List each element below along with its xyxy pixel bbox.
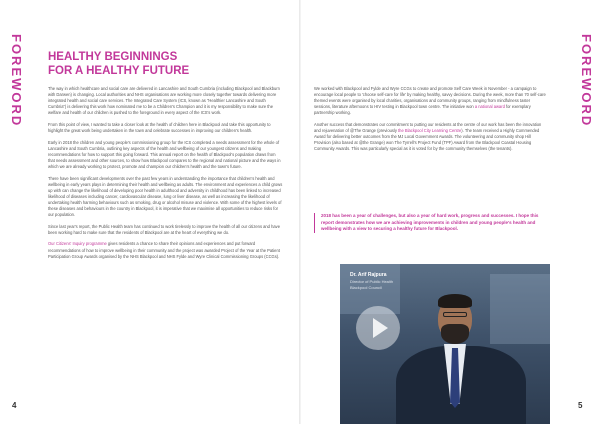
learning-centre-link[interactable]: the Blackpool City Learning Centre xyxy=(398,128,462,134)
paragraph xyxy=(48,241,283,259)
paragraph-text: ). The team received a Highly Commended Award for delivering better outcomes from the MJ Local Government Awards. The volunteering and community shop Hill Provision (also based at @the Grange) won The Tyrrell's Project Fund (TPF) Award from the Blackpool Coastal Housing Community Awards. This was particularly special as it is voted for by the community themselves (the tenants). xyxy=(314,128,540,152)
page-number-left: 4 xyxy=(12,401,17,410)
paragraph: The way in which healthcare and social care are delivered in Lancashire and South Cumbria (including Blackpool and Blackburn with Darwen) is changing. Local authorities and NHS organisations are working more closely together towards delivering more integrated health and social care services. The Integrated Care System (ICS, known as "Healthier Lancashire and South Cumbria") is delivering this work how nominated me to be a Children's Champion and it is my responsibility to make sure the welfare and health of our children is pushed to the foreground in every aspect of the ICS's work. xyxy=(48,86,280,116)
paragraph xyxy=(314,86,546,116)
portrait-glasses xyxy=(443,312,467,317)
portrait-beard xyxy=(441,324,469,344)
right-column xyxy=(314,86,546,158)
paragraph-text: We worked with Blackpool and Fylde and Wyre CCGs to create and promote Self Care Week in November - a campaign to encourage local people to 'choose self-care for life' by making healthy, savvy decisions. During the week, more than 70 self-care themed events were organised by local charities, organisations and community groups, ranging from mindfulness taster sessions, literature afternoons to HIV testing in Blackpool town centre. The initiative won xyxy=(314,86,546,110)
page-heading xyxy=(48,50,288,78)
paragraph xyxy=(314,122,546,152)
citizens-inquiry-link[interactable]: Our Citizens' Inquiry programme xyxy=(48,241,107,247)
paragraph: Since last year's report, the Public Health team has continued to work tirelessly to improve the health of all our citizens and have been working hard to make sure that the residents of Blackpool are at the heart of everything we do. xyxy=(48,223,280,235)
paragraph: Early in 2018 the children and young people's commissioning group for the ICS completed a needs assessment for the whole of Lancashire and South Cumbria, outlining key aspects of the health and wellbeing of our youngest citizens and making recommendations for how to support this going forward. This annual report on the health of Blackpool's population draws from that needs assessment and other sources, to show how Blackpool compares to the regional and national picture and the ways in which we are already working to protect, promote and champion our children's health and the town's future. xyxy=(48,139,281,170)
heading-line-2: FOR A HEALTHY FUTURE xyxy=(48,65,190,77)
paragraph: From this point of view, I wanted to take a closer look at the health of children here in Blackpool and take this opportunity to highlight the great work being undertaken in the town and celebrate successes in improving our children's health. xyxy=(48,121,271,134)
pull-quote: 2018 has been a year of challenges, but also a year of hard work, progress and successes. I hope this report demonstrates how we are achieving improvements in children and young people's health and wellbeing with a view to securing a healthy future for Blackpool. xyxy=(314,213,548,233)
caption-name: Dr. Arif Rajpura xyxy=(350,272,387,278)
paragraph-text: gives residents a chance to share their opinions and experiences and put forward recommendations of how to improve wellbeing in their community and the project was awarded Project of the Year at the Patient Participation Group Awards organised by the NHS Blackpool and NHS Fylde and Wyre Clinical Commissioning Groups (CCGs). xyxy=(48,241,280,259)
photo-caption xyxy=(350,272,393,290)
portrait-hair xyxy=(438,294,472,308)
play-icon[interactable] xyxy=(356,306,400,350)
paragraph: There have been significant developments over the past few years in understanding the importance that children's health and wellbeing in early years plays in determining their health and wellbeing as adults. The environment and experiences a child grows up with can change the likelihood of developing poor health in adulthood and adversity in childhood has been linked to increased likelihood of diseases including cancer, cardiovascular disease, lung or liver disease, as well as increasing the likelihood of undertaking health harming behaviours such as smoking, drug or alcohol misuse and violence. With some of the highest levels of these diseases and behaviours in the country in Blackpool, it is imperative that we maximise all opportunities to reduce risks for our population. xyxy=(48,175,283,218)
section-label-right: FOREWORD xyxy=(579,34,594,128)
caption-role: Director of Public Health xyxy=(350,279,394,284)
national-award-link[interactable]: a national award xyxy=(474,104,505,110)
paragraph-text: for exemplary partnership working. xyxy=(314,104,531,116)
page-gutter xyxy=(299,0,301,424)
page-number-right: 5 xyxy=(578,401,583,410)
caption-organisation: Blackpool Council xyxy=(350,284,382,290)
heading-line-1: HEALTHY BEGINNINGS xyxy=(48,51,178,63)
left-column xyxy=(48,86,283,265)
director-photo-video[interactable] xyxy=(340,264,550,424)
section-label-left: FOREWORD xyxy=(9,34,24,128)
background-window xyxy=(490,274,550,344)
paragraph-text: Another success that demonstrates our commitment to putting our residents at the centre of our work has been the innovation and rejuvenation of @The Grange (previously xyxy=(314,121,542,134)
